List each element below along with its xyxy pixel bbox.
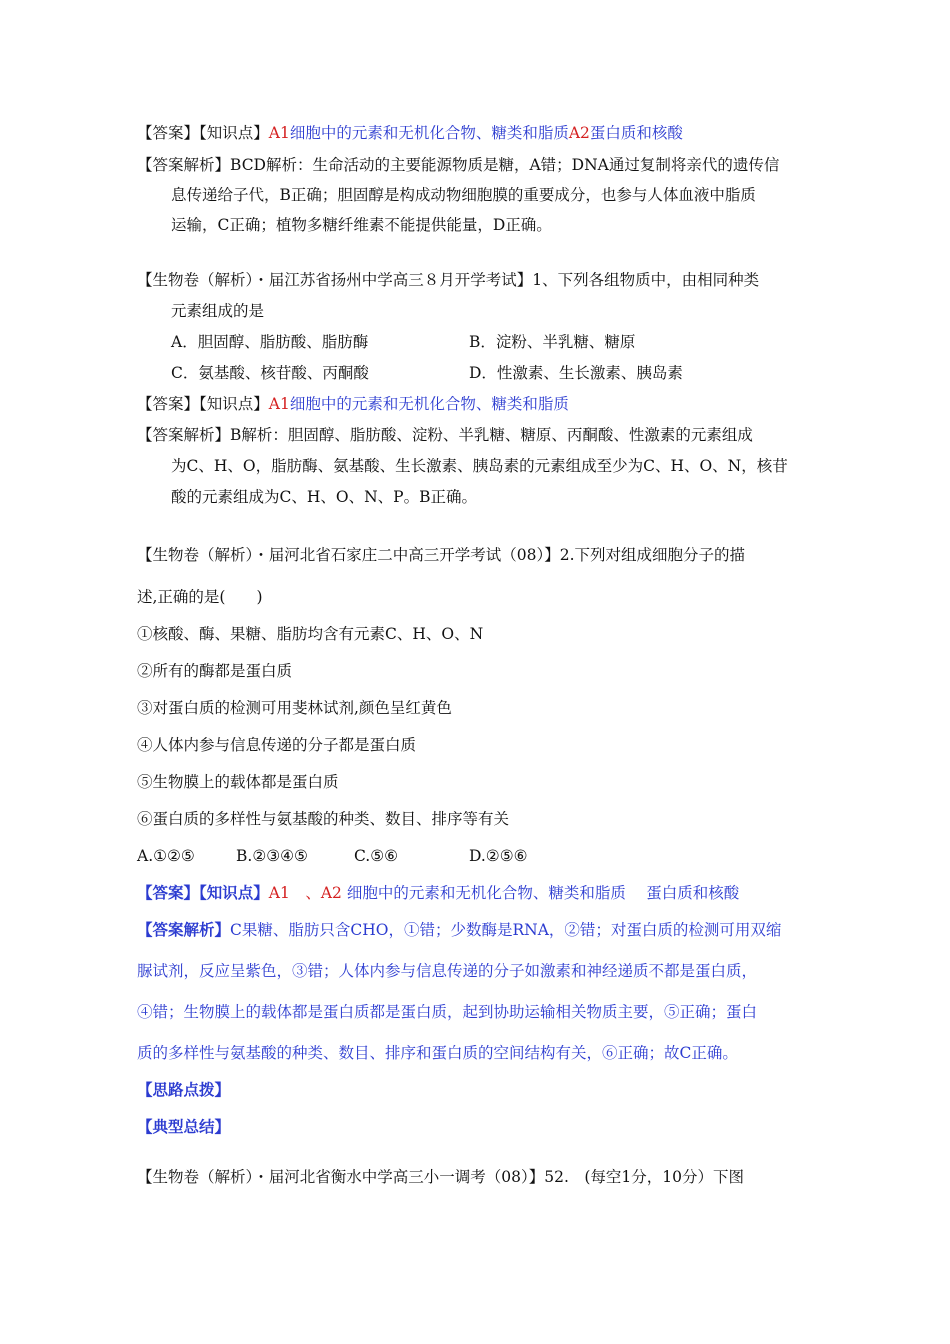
question-source-line — [137, 270, 759, 290]
statement-item: ⑤生物膜上的载体都是蛋白质 — [137, 773, 339, 791]
kp-code: A1 — [268, 395, 290, 413]
answer-kp-line-1 — [137, 123, 683, 143]
summary-label: 【典型总结】 — [137, 1117, 231, 1136]
analysis-label: 【答案解析】 — [137, 156, 231, 174]
choice-c: C.⑤⑥ — [354, 847, 399, 865]
analysis-line — [137, 425, 753, 445]
kp-text: 细胞中的元素和无机化合物、糖类和脂质 — [289, 395, 569, 413]
analysis-text: C果糖、脂肪只含CHO，①错；少数酶是RNA，②错；对蛋白质的检测可用双缩 — [230, 921, 782, 939]
answer-label: 【答案】 — [137, 124, 200, 142]
question-source: 【生物卷（解析）・届河北省衡水中学高三小一调考（08）】 — [137, 1168, 545, 1186]
question-text: 述,正确的是( ) — [137, 588, 263, 606]
option-a: A．胆固醇、脂肪酸、脂肪酶 — [171, 333, 369, 351]
kp-text: 蛋白质和核酸 — [589, 124, 683, 142]
answer-label: 【答案】 — [137, 395, 200, 413]
analysis-text: BCD解析：生命活动的主要能源物质是糖，A错；DNA通过复制将亲代的遗传信 — [230, 156, 780, 174]
statement-item: ①核酸、酶、果糖、脂肪均含有元素C、H、O、N — [137, 625, 484, 643]
analysis-line — [137, 155, 779, 175]
analysis-label: 【答案解析】 — [137, 426, 231, 444]
question-source-line — [137, 1167, 744, 1187]
question-text: 2.下列对组成细胞分子的描 — [559, 546, 746, 564]
analysis-line: 为C、H、O，脂肪酶、氨基酸、生长激素、胰岛素的元素组成至少为C、H、O、N，核苷 — [171, 457, 788, 475]
answer-label: 【答案】 — [137, 883, 200, 902]
tips-label: 【思路点拨】 — [137, 1080, 231, 1099]
analysis-label: 【答案解析】 — [137, 920, 231, 939]
kp-code: A1 — [268, 124, 290, 142]
statement-item: ④人体内参与信息传递的分子都是蛋白质 — [137, 736, 417, 754]
question-text: 52. (每空1分，10分）下图 — [544, 1168, 745, 1186]
analysis-text: B解析：胆固醇、脂肪酸、淀粉、半乳糖、糖原、丙酮酸、性激素的元素组成 — [230, 426, 753, 444]
analysis-line: 脲试剂，反应呈紫色，③错；人体内参与信息传递的分子如激素和神经递质不都是蛋白质， — [137, 962, 758, 980]
analysis-line: 酸的元素组成为C、H、O、N、P。B正确。 — [171, 488, 477, 506]
question-text: 元素组成的是 — [171, 302, 265, 320]
kp-text: 细胞中的元素和无机化合物、糖类和脂质 — [289, 124, 569, 142]
analysis-line: 运输，C正确；植物多糖纤维素不能提供能量，D正确。 — [171, 216, 552, 234]
analysis-line: 质的多样性与氨基酸的种类、数目、排序和蛋白质的空间结构有关，⑥正确；故C正确。 — [137, 1044, 738, 1062]
answer-kp-line-2 — [137, 394, 569, 414]
statement-item: ③对蛋白质的检测可用斐林试剂,颜色呈红黄色 — [137, 699, 452, 717]
option-d: D．性激素、生长激素、胰岛素 — [469, 364, 683, 382]
kp-code: A2 — [568, 124, 590, 142]
question-text: 1、下列各组物质中，由相同种类 — [532, 271, 760, 289]
analysis-line: ④错；生物膜上的载体都是蛋白质都是蛋白质，起到协助运输相关物质主要，⑤正确；蛋白 — [137, 1003, 758, 1021]
knowledge-point-label: 【知识点】 — [199, 395, 269, 413]
statement-item: ⑥蛋白质的多样性与氨基酸的种类、数目、排序等有关 — [137, 810, 510, 828]
answer-kp-line-3 — [137, 883, 739, 903]
analysis-line — [137, 920, 781, 940]
choice-b: B.②③④⑤ — [236, 847, 308, 865]
choice-d: D.②⑤⑥ — [469, 847, 528, 865]
kp-text: 细胞中的元素和无机化合物、糖类和脂质 蛋白质和核酸 — [346, 884, 740, 902]
analysis-line: 息传递给子代，B正确；胆固醇是构成动物细胞膜的重要成分，也参与人体血液中脂质 — [171, 186, 756, 204]
question-source-line — [137, 545, 745, 565]
kp-code: A1 、A2 — [268, 884, 342, 902]
option-c: C．氨基酸、核苷酸、丙酮酸 — [171, 364, 369, 382]
knowledge-point-label: 【知识点】 — [199, 124, 269, 142]
choice-a: A.①②⑤ — [137, 847, 195, 865]
question-source: 【生物卷（解析）・届河北省石家庄二中高三开学考试（08）】 — [137, 546, 560, 564]
knowledge-point-label: 【知识点】 — [199, 883, 269, 902]
question-source: 【生物卷（解析）・届江苏省扬州中学高三８月开学考试】 — [137, 271, 533, 289]
option-b: B．淀粉、半乳糖、糖原 — [469, 333, 636, 351]
statement-item: ②所有的酶都是蛋白质 — [137, 662, 293, 680]
